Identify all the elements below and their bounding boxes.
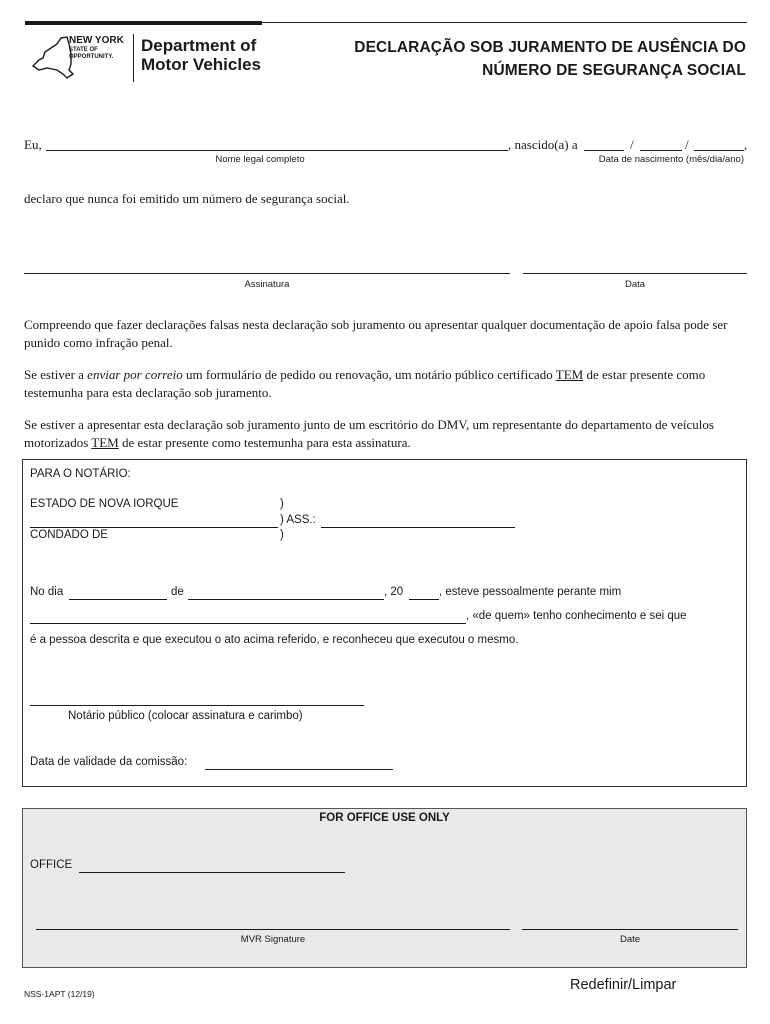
p2-part-b: um formulário de pedido ou renovação, um notário público certificado [182,367,556,382]
notary-state-field[interactable] [30,527,278,528]
title-line-1: DECLARAÇÃO SOB JURAMENTO DE AUSÊNCIA DO [354,39,746,56]
notary-heading: PARA O NOTÁRIO: [30,468,131,480]
notary-year-prefix: , 20 [384,586,404,598]
p3-tem: TEM [91,435,119,450]
mvr-signature-field[interactable] [36,929,510,930]
notary-ss-field[interactable] [321,527,515,528]
dob-comma: , [744,137,748,152]
eu-prefix: Eu, [24,137,42,152]
mvr-date-field[interactable] [522,929,738,930]
dob-day-field[interactable] [640,150,682,151]
notary-paren-1: ) [280,498,284,510]
signature-date-caption: Data [624,279,646,290]
notary-line3: é a pessoa descrita e que executou o ato acima referido, e reconheceu que executou o mesmo. [30,634,519,646]
dob-slash-2: / [685,137,689,152]
form-id: NSS-1APT (12/19) [24,989,95,999]
logo-dept-line1: Department of [141,36,257,55]
born-text: , nascido(a) a [508,137,578,152]
page-title [306,36,746,82]
notary-day-label: No dia [30,586,64,598]
dob-caption: Data de nascimento (mês/dia/ano) [598,154,744,165]
notary-person-field[interactable] [30,623,466,624]
paragraph-mail [24,366,748,402]
notary-section [22,459,747,787]
notary-commission-label: Data de validade da comissão: [30,756,188,768]
paragraph-dmv [24,416,748,452]
notary-state-label: ESTADO DE NOVA IORQUE [30,498,179,510]
signature-field[interactable] [24,273,510,274]
name-caption: Nome legal completo [215,154,305,165]
logo-dept-line2: Motor Vehicles [141,55,261,74]
title-line-2: NÚMERO DE SEGURANÇA SOCIAL [482,62,746,79]
logo-state-line1: NEW YORK [69,35,124,46]
p3-part-a: Se estiver a apresentar esta declaração sob juramento junto de um escritório do DMV, um representante do departamento de veículos motorizados [24,417,714,450]
notary-line2-tail: , «de quem» tenho conhecimento e sei que [466,610,687,622]
p2-italic: enviar por correio [87,367,183,382]
dob-slash-1: / [630,137,634,152]
p2-tem: TEM [555,367,584,382]
p2-part-c: de estar presente como testemunha para esta declaração sob juramento. [24,367,706,400]
signature-caption: Assinatura [244,279,290,290]
paragraph-penalty: Compreendo que fazer declarações falsas nesta declaração sob juramento ou apresentar qualquer documentação de apoio falsa pode ser punido como infração penal. [24,317,728,350]
office-label: OFFICE [30,859,73,871]
dob-year-field[interactable] [694,150,744,151]
logo-state-line3: OPPORTUNITY. [69,54,114,60]
office-use-heading: FOR OFFICE USE ONLY [319,812,450,824]
p3-part-b: de estar presente como testemunha para esta assinatura. [118,435,411,450]
signature-date-field[interactable] [523,273,747,274]
notary-ss-label: ) ASS.: [280,514,316,526]
notary-commission-field[interactable] [205,769,393,770]
full-name-field[interactable] [46,150,508,151]
notary-month-label: de [171,586,184,598]
header-rule [25,22,747,23]
dob-month-field[interactable] [584,150,624,151]
notary-year-field[interactable] [409,599,439,600]
notary-day-field[interactable] [69,599,167,600]
notary-line1-tail: , esteve pessoalmente perante mim [439,586,622,598]
declaration-statement: declaro que nunca foi emitido um número de segurança social. [24,191,350,206]
p2-part-a: Se estiver a [24,367,88,382]
mvr-date-caption: Date [619,934,641,945]
office-field[interactable] [79,872,345,873]
notary-sign-caption: Notário público (colocar assinatura e carimbo) [68,710,303,722]
notary-county-label: CONDADO DE [30,529,108,541]
notary-paren-2: ) [280,529,284,541]
notary-signature-field[interactable] [30,705,364,706]
notary-month-field[interactable] [188,599,384,600]
office-use-section [22,808,747,968]
mvr-signature-caption: MVR Signature [240,934,306,945]
reset-button[interactable]: Redefinir/Limpar [570,977,677,993]
logo-divider [133,34,134,82]
dmv-logo [25,30,275,90]
logo-state-line2: STATE OF [69,47,98,53]
